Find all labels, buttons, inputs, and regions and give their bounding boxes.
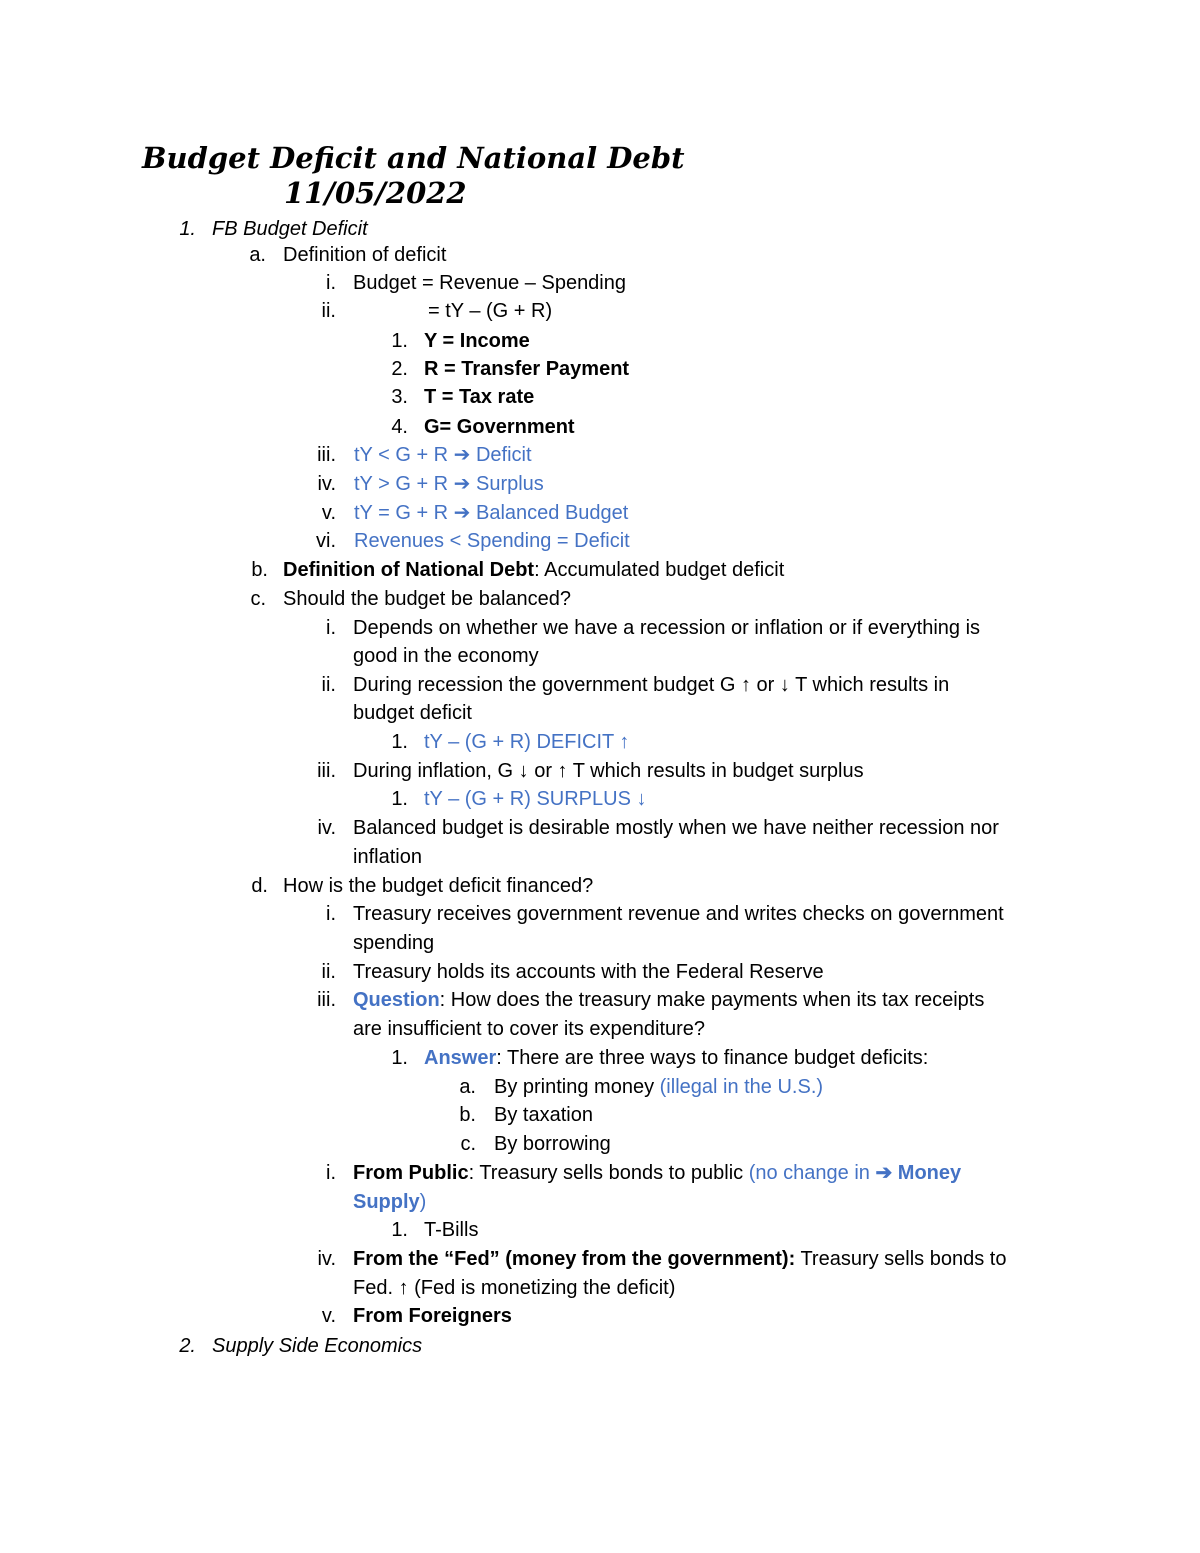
text-segment: (illegal in the U.S.) [659,1076,824,1098]
text-segment: Should the budget be balanced? [283,588,572,610]
line-text [212,215,368,243]
text-segment: are insufficient to cover its expenditure? [353,1018,706,1040]
line-text [353,269,626,297]
text-segment: (no change in [748,1162,876,1184]
line-text [353,642,539,670]
outline-line [0,1188,1200,1216]
line-text [353,1015,705,1043]
text-segment: Budget = Revenue – Spending [353,272,626,294]
outline-line [0,614,1200,642]
text-segment: tY – (G + R) DEFICIT ↑ [424,731,630,753]
list-marker: i. [326,903,336,925]
line-text [428,297,552,325]
outline-line [0,470,1200,498]
line-text [354,470,544,498]
outline-line [0,900,1200,928]
outline-line [0,1101,1200,1129]
line-text [353,757,864,785]
text-segment: By taxation [494,1104,593,1126]
text-segment: R = Transfer Payment [424,358,630,380]
line-text [283,556,784,584]
outline-line [0,843,1200,871]
outline-line [0,585,1200,613]
text-segment: Definition of National Debt [283,559,535,581]
outline-line [0,699,1200,727]
line-text [354,441,532,469]
text-segment: T-Bills [424,1219,479,1241]
list-marker: i. [326,617,336,639]
text-segment: Supply Side Economics [212,1335,423,1357]
outline-line [0,413,1200,441]
outline-line [0,872,1200,900]
line-text [494,1073,823,1101]
outline-line [0,1044,1200,1072]
line-text [424,327,530,355]
text-segment: By borrowing [494,1133,611,1155]
text-segment: tY > G + R ➔ Surplus [354,473,544,495]
document-title: Budget Deficit and National Debt [142,141,685,175]
line-text [354,527,630,555]
text-segment: tY < G + R ➔ Deficit [354,444,532,466]
outline-line [0,1302,1200,1330]
list-marker: iv. [317,1248,336,1270]
outline-line [0,269,1200,297]
line-text [353,671,949,699]
text-segment: From Foreigners [353,1305,512,1327]
list-marker: vi. [316,530,336,552]
list-marker: b. [251,559,268,581]
text-segment: T = Tax rate [424,386,535,408]
outline-line [0,1130,1200,1158]
text-segment: Question [353,989,440,1011]
outline-line [0,1245,1200,1273]
list-marker: 4. [391,416,408,438]
outline-line [0,215,1200,243]
list-marker: 1. [391,1047,408,1069]
outline-line [0,441,1200,469]
line-text [283,241,446,269]
list-marker: iv. [317,473,336,495]
outline-line [0,929,1200,957]
text-segment: : There are three ways to finance budget deficits: [496,1047,929,1069]
line-text [353,1302,512,1330]
text-segment: : Accumulated budget deficit [534,559,785,581]
text-segment: Fed. ↑ (Fed is monetizing the deficit) [353,1277,676,1299]
outline-line [0,241,1200,269]
text-segment: Depends on whether we have a recession or inflation or if everything is [353,617,981,639]
list-marker: a. [459,1076,476,1098]
outline-line [0,499,1200,527]
list-marker: ii. [321,300,336,322]
list-marker: c. [250,588,266,610]
line-text [424,413,575,441]
line-text [424,728,629,756]
outline-line [0,527,1200,555]
text-segment: During recession the government budget G ↑ or ↓ T which results in [353,674,950,696]
line-text [283,872,593,900]
outline-line [0,728,1200,756]
list-marker: v. [321,502,336,524]
text-segment: During inflation, G ↓ or ↑ T which results in budget surplus [353,760,864,782]
text-segment: budget deficit [353,702,472,724]
list-marker: 1. [391,1219,408,1241]
outline-line [0,556,1200,584]
list-marker: 1. [391,330,408,352]
list-marker: iii. [317,760,336,782]
line-text [353,699,472,727]
text-segment: Answer [424,1047,497,1069]
line-text [353,929,434,957]
text-segment: tY = G + R ➔ Balanced Budget [354,502,629,524]
list-marker: c. [460,1133,476,1155]
text-segment: Treasury holds its accounts with the Federal Reserve [353,961,824,983]
text-segment: : How does the treasury make payments when its tax receipts [439,989,985,1011]
line-text [353,1245,1006,1273]
line-text [424,383,534,411]
outline-line [0,327,1200,355]
line-text [424,355,629,383]
text-segment: From Public [353,1162,469,1184]
text-segment: good in the economy [353,645,539,667]
text-segment: How is the budget deficit financed? [283,875,594,897]
list-marker: ii. [321,674,336,696]
list-marker: v. [321,1305,336,1327]
text-segment: spending [353,932,435,954]
text-segment: ) [419,1191,427,1213]
line-text [353,1159,961,1187]
list-marker: 3. [391,386,408,408]
list-marker: iii. [317,989,336,1011]
line-text [353,1274,675,1302]
line-text [494,1130,611,1158]
outline-line [0,355,1200,383]
text-segment: tY – (G + R) SURPLUS ↓ [424,788,647,810]
outline-line [0,383,1200,411]
text-segment: ➔ Money [875,1162,962,1184]
text-segment: inflation [353,846,422,868]
outline-line [0,297,1200,325]
line-text [283,585,571,613]
line-text [353,986,984,1014]
line-text [354,499,628,527]
text-segment: By printing money [494,1076,660,1098]
line-text [353,958,824,986]
line-text [353,614,980,642]
outline-line [0,1073,1200,1101]
outline-line [0,671,1200,699]
list-marker: 2. [179,1335,196,1357]
list-marker: 1. [391,788,408,810]
line-text [424,785,646,813]
text-segment: Treasury receives government revenue and writes checks on government [353,903,1004,925]
line-text [212,1332,422,1360]
list-marker: iv. [317,817,336,839]
text-segment: Y = Income [424,330,530,352]
list-marker: a. [249,244,266,266]
list-marker: ii. [321,961,336,983]
text-segment: Balanced budget is desirable mostly when we have neither recession nor [353,817,999,839]
outline-line [0,1159,1200,1187]
text-segment: From the “Fed” (money from the government): [353,1248,796,1270]
text-segment: G= Government [424,416,575,438]
list-marker: 2. [391,358,408,380]
text-segment: Revenues < Spending = Deficit [354,530,630,552]
outline-line [0,1216,1200,1244]
outline-line [0,958,1200,986]
list-marker: i. [326,1162,336,1184]
outline-line [0,1015,1200,1043]
text-segment: : Treasury sells bonds to public [468,1162,749,1184]
outline-line [0,785,1200,813]
line-text [424,1216,478,1244]
text-segment: Supply [353,1191,420,1213]
list-marker: 1. [391,731,408,753]
list-marker: b. [459,1104,476,1126]
outline-line [0,1332,1200,1360]
list-marker: i. [326,272,336,294]
line-text [353,1188,426,1216]
line-text [494,1101,593,1129]
outline-line [0,642,1200,670]
text-segment: = tY – (G + R) [428,300,553,322]
text-segment: Definition of deficit [283,244,447,266]
text-segment: Treasury sells bonds to [795,1248,1007,1270]
line-text [424,1044,928,1072]
document-date: 11/05/2022 [284,176,467,210]
outline-line [0,757,1200,785]
outline-line [0,814,1200,842]
text-segment: FB Budget Deficit [212,218,368,240]
line-text [353,843,422,871]
outline-line [0,986,1200,1014]
list-marker: 1. [179,218,196,240]
line-text [353,900,1004,928]
list-marker: d. [251,875,268,897]
outline-line [0,1274,1200,1302]
line-text [353,814,999,842]
list-marker: iii. [317,444,336,466]
